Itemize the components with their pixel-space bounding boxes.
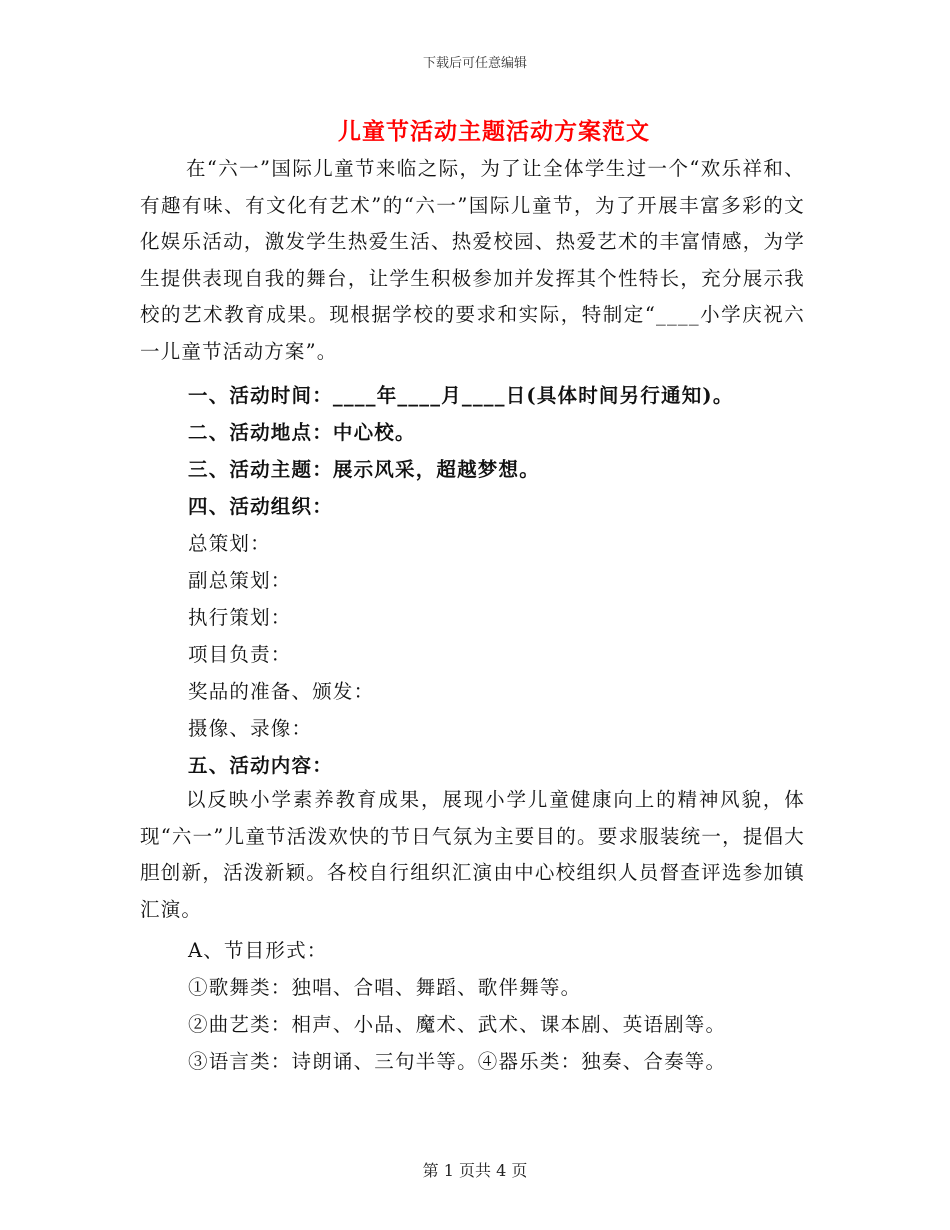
program-form-item: ①歌舞类：独唱、合唱、舞蹈、歌伴舞等。 bbox=[188, 976, 582, 999]
program-form-item: ②曲艺类：相声、小品、魔术、武术、课本剧、英语剧等。 bbox=[188, 1013, 727, 1036]
org-item-executive-planner: 执行策划： bbox=[188, 606, 292, 629]
section-content: 五、活动内容： bbox=[188, 754, 333, 777]
program-form-item: ③语言类：诗朗诵、三句半等。④器乐类：独奏、合奏等。 bbox=[188, 1050, 727, 1073]
section-place: 二、活动地点：中心校。 bbox=[188, 421, 416, 444]
page-indicator: 第 1 页共 4 页 bbox=[422, 1161, 528, 1180]
content-paragraph: 以反映小学素养教育成果，展现小学儿童健康向上的精神风貌，体现“六一”儿童节活泼欢快的节日气氛为主要目的。要求服装统一，提倡大胆创新，活泼新颖。各校自行组织汇演由中心校组织人员督查评选参加镇汇演。 bbox=[140, 788, 805, 921]
org-item-deputy-planner: 副总策划： bbox=[188, 569, 292, 592]
org-item-chief-planner: 总策划： bbox=[188, 532, 271, 555]
org-item-photography: 摄像、录像： bbox=[188, 717, 313, 740]
section-organization: 四、活动组织： bbox=[188, 495, 333, 518]
header-note: 下载后可任意编辑 bbox=[422, 56, 527, 71]
org-item-prizes: 奖品的准备、颁发： bbox=[188, 680, 375, 703]
section-time: 一、活动时间：____年____月____日(具体时间另行通知)。 bbox=[188, 384, 734, 407]
document-title: 儿童节活动主题活动方案范文 bbox=[338, 118, 650, 145]
intro-paragraph: 在“六一”国际儿童节来临之际，为了让全体学生过一个“欢乐祥和、有趣有味、有文化有艺术”的“六一”国际儿童节，为了开展丰富多彩的文化娱乐活动，激发学生热爱生活、热爱校园、热爱艺术的丰富情感，为学生提供表现自我的舞台，让学生积极参加并发挥其个性特长，充分展示我校的艺术教育成果。现根据学校的要求和实际，特制定“____小学庆祝六一儿童节活动方案”。 bbox=[140, 157, 805, 363]
org-item-project-lead: 项目负责： bbox=[188, 643, 292, 666]
section-theme: 三、活动主题：展示风采，超越梦想。 bbox=[188, 458, 540, 481]
program-form-title: A、节目形式： bbox=[188, 939, 328, 962]
